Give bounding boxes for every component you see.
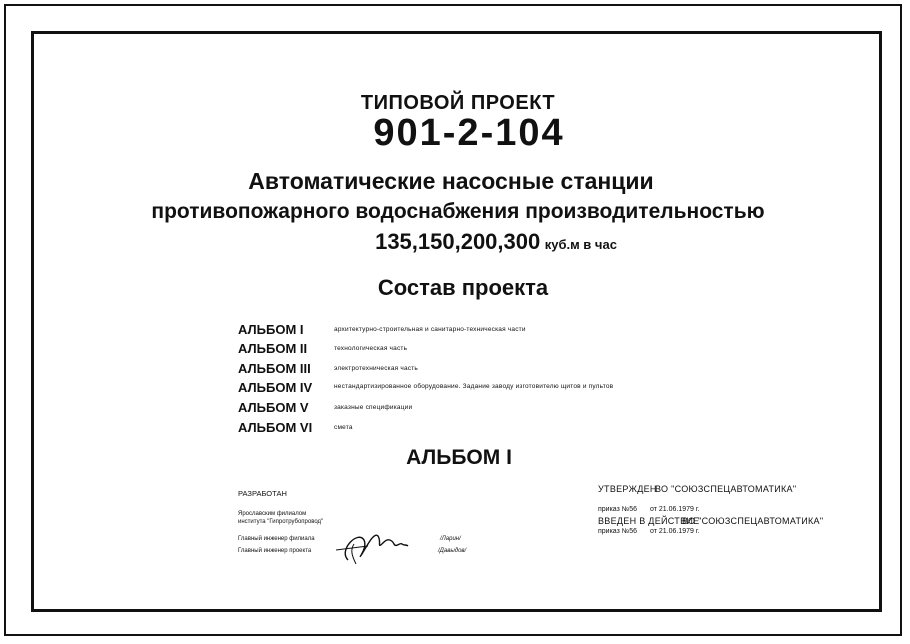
composition-heading: Состав проекта	[377, 275, 549, 300]
album-label-6: АЛЬБОМ VI	[238, 420, 313, 435]
capacity-unit: куб.м в час	[544, 237, 617, 252]
album-label-4: АЛЬБОМ IV	[238, 380, 313, 395]
album-description-2: технологическая часть	[334, 345, 408, 352]
album-description-4: нестандартизированное оборудование. Задание заводу изготовителю щитов и пультов	[334, 383, 614, 390]
developed-label: РАЗРАБОТАН	[238, 489, 287, 498]
project-type-heading: ТИПОВОЙ ПРОЕКТ	[360, 92, 556, 114]
capacity-line	[375, 229, 617, 255]
order2-date: от 21.06.1979 г.	[650, 528, 700, 535]
handwritten-signature	[328, 520, 418, 566]
approved-by: ВО "СОЮЗСПЕЦАВТОМАТИКА"	[655, 484, 797, 494]
album-description-1: архитектурно-строительная и санитарно-техническая части	[334, 326, 526, 333]
album-label-2: АЛЬБОМ II	[238, 341, 308, 356]
project-engineer-role: Главный инженер проекта	[238, 548, 312, 554]
project-title-line1: Автоматические насосные станции	[248, 168, 654, 194]
album-description-3: электротехническая часть	[334, 365, 419, 372]
album-label-3: АЛЬБОМ III	[238, 361, 311, 376]
album-label-1: АЛЬБОМ I	[238, 322, 304, 337]
chief-engineer-name: /Ларин/	[440, 536, 461, 542]
album-description-6: смета	[334, 424, 353, 431]
album-label-5: АЛЬБОМ V	[238, 400, 309, 415]
project-engineer-name: /Давыдов/	[438, 548, 467, 554]
project-title-line2: противопожарного водоснабжения производительностью	[151, 200, 765, 223]
project-number: 901-2-104	[373, 112, 565, 154]
chief-engineer-role: Главный инженер филиала	[238, 536, 315, 542]
album-description-5: заказные спецификации	[334, 404, 413, 411]
order1-date: от 21.06.1979 г.	[650, 506, 700, 513]
current-album: АЛЬБОМ I	[406, 446, 512, 469]
effective-by: ВО "СОЮЗСПЕЦАВТОМАТИКА"	[682, 516, 824, 526]
developer-org-line1: Ярославским филиалом	[238, 511, 307, 517]
developer-org-line2: института "Гипротрубопровод"	[238, 519, 324, 525]
order1-label: приказ №56	[598, 506, 638, 513]
order2-label: приказ №56	[598, 528, 638, 535]
effective-label: ВВЕДЕН В ДЕЙСТВИЕ	[598, 516, 700, 526]
capacity-values: 135,150,200,300	[375, 229, 541, 254]
approved-label: УТВЕРЖДЕН	[598, 484, 657, 494]
